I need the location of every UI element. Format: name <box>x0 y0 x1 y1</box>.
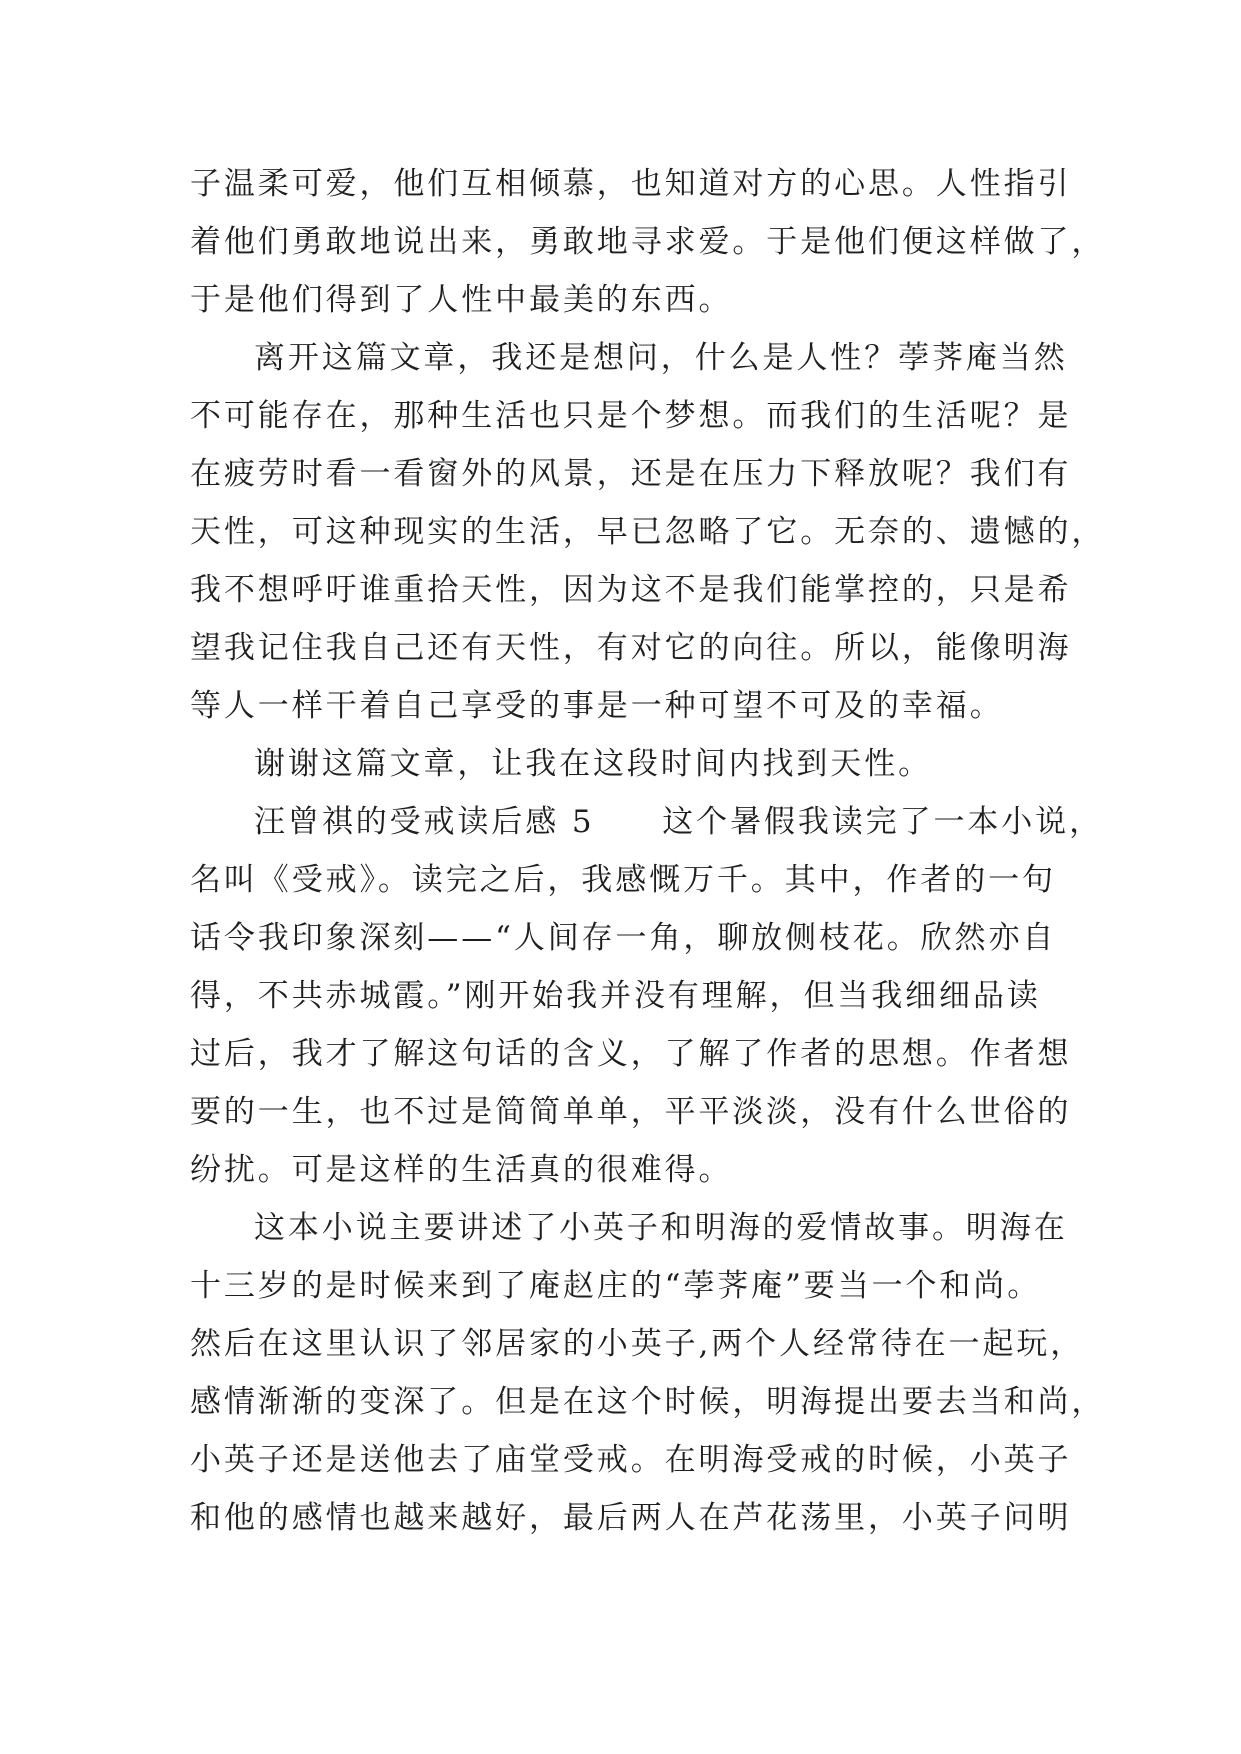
text-line: 于是他们得到了人性中最美的东西。 <box>190 282 733 318</box>
text-line: 我不想呼吁谁重拾天性，因为这不是我们能掌控的，只是希 <box>190 572 1072 608</box>
document-body <box>190 155 1106 1547</box>
text-line: 天性，可这种现实的生活，早已忽略了它。无奈的、遗憾的， <box>190 514 1106 550</box>
text-line: 话令我印象深刻——“人间存一角，聊放侧枝花。欣然亦自 <box>190 920 1057 956</box>
paragraph-start-line: 这本小说主要讲述了小英子和明海的爱情故事。明海在 <box>254 1210 1068 1246</box>
text-line: 得，不共赤城霞。”刚开始我并没有理解，但当我细细品读 <box>190 978 1041 1014</box>
text-line: 小英子还是送他去了庙堂受戒。在明海受戒的时候，小英子 <box>190 1442 1072 1478</box>
section-heading-line: 汪曾祺的受戒读后感 5 这个暑假我读完了一本小说， <box>254 804 1103 840</box>
text-line: 在疲劳时看一看窗外的风景，还是在压力下释放呢？我们有 <box>190 456 1072 492</box>
text-line: 着他们勇敢地说出来，勇敢地寻求爱。于是他们便这样做了， <box>190 224 1106 260</box>
text-line: 过后，我才了解这句话的含义，了解了作者的思想。作者想 <box>190 1036 1072 1072</box>
text-line: 和他的感情也越来越好，最后两人在芦花荡里，小英子问明 <box>190 1500 1072 1536</box>
paragraph-start-line: 谢谢这篇文章，让我在这段时间内找到天性。 <box>254 746 932 782</box>
paragraph-start-line: 离开这篇文章，我还是想问，什么是人性？荸荠庵当然 <box>254 340 1068 376</box>
text-line: 不可能存在，那种生活也只是个梦想。而我们的生活呢？是 <box>190 398 1072 434</box>
text-line: 子温柔可爱，他们互相倾慕，也知道对方的心思。人性指引 <box>190 166 1072 202</box>
text-line: 等人一样干着自己享受的事是一种可望不可及的幸福。 <box>190 688 1004 724</box>
text-line: 十三岁的是时候来到了庵赵庄的“荸荠庵”要当一个和尚。 <box>190 1268 1042 1304</box>
text-line: 要的一生，也不过是简简单单，平平淡淡，没有什么世俗的 <box>190 1094 1072 1130</box>
text-line: 名叫《受戒》。读完之后，我感慨万千。其中，作者的一句 <box>190 862 1056 898</box>
text-line: 然后在这里认识了邻居家的小英子,两个人经常待在一起玩， <box>190 1326 1085 1362</box>
text-line: 纷扰。可是这样的生活真的很难得。 <box>190 1152 733 1188</box>
text-line: 望我记住我自己还有天性，有对它的向往。所以，能像明海 <box>190 630 1072 666</box>
text-line: 感情渐渐的变深了。但是在这个时候，明海提出要去当和尚， <box>190 1384 1106 1420</box>
